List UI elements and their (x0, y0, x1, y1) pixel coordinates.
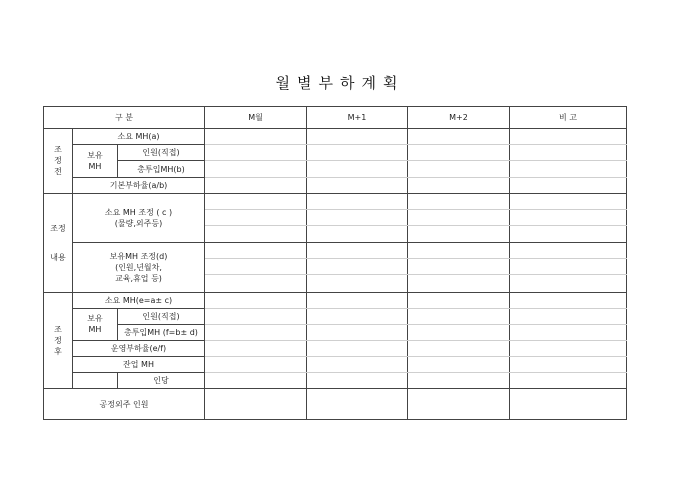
header-category: 구 분 (44, 107, 205, 129)
cell[interactable] (205, 292, 307, 308)
page-title: 월별부하계획 (275, 74, 405, 92)
section-adjust-text-a: 조정 (50, 223, 66, 233)
cell[interactable] (510, 193, 627, 209)
cell[interactable] (408, 145, 510, 161)
before-held-mh-label (73, 145, 118, 177)
cell[interactable] (307, 193, 408, 209)
cell[interactable] (510, 209, 627, 225)
cell[interactable] (307, 226, 408, 243)
cell[interactable] (408, 226, 510, 243)
after-overtime-blank (73, 373, 118, 389)
cell[interactable] (408, 341, 510, 357)
cell[interactable] (307, 357, 408, 373)
cell[interactable] (408, 129, 510, 145)
cell[interactable] (307, 259, 408, 275)
section-adjust-text-b: 내용 (50, 252, 66, 262)
section-after-label (44, 292, 73, 389)
cell[interactable] (307, 373, 408, 389)
cell[interactable] (510, 259, 627, 275)
cell[interactable] (408, 161, 510, 177)
cell[interactable] (205, 259, 307, 275)
section-after-text: 조 정 후 (54, 325, 62, 357)
section-adjust-label (44, 193, 73, 292)
before-total-input-label: 총투입MH(b) (118, 161, 205, 177)
cell[interactable] (510, 308, 627, 324)
cell[interactable] (307, 177, 408, 193)
header-month-plus-2: M+2 (408, 107, 510, 129)
cell[interactable] (408, 177, 510, 193)
cell[interactable] (510, 357, 627, 373)
cell[interactable] (307, 324, 408, 340)
before-held-mh-text: 보유 MH (87, 150, 103, 171)
cell[interactable] (510, 324, 627, 340)
cell[interactable] (510, 341, 627, 357)
cell[interactable] (408, 389, 510, 420)
cell[interactable] (205, 209, 307, 225)
cell[interactable] (408, 292, 510, 308)
cell[interactable] (510, 161, 627, 177)
cell[interactable] (205, 243, 307, 259)
cell[interactable] (510, 373, 627, 389)
cell[interactable] (205, 226, 307, 243)
cell[interactable] (510, 177, 627, 193)
cell[interactable] (408, 259, 510, 275)
adjust-required-mh-text: 소요 MH 조정 ( c ) (물량,외주등) (104, 207, 173, 228)
after-operating-load-label: 운영부하율(e/f) (73, 341, 205, 357)
cell[interactable] (307, 341, 408, 357)
cell[interactable] (307, 243, 408, 259)
cell[interactable] (307, 389, 408, 420)
cell[interactable] (205, 324, 307, 340)
footer-outsourcing-label: 공정외주 인원 (44, 389, 205, 420)
cell[interactable] (510, 226, 627, 243)
cell[interactable] (307, 209, 408, 225)
cell[interactable] (408, 308, 510, 324)
cell[interactable] (205, 389, 307, 420)
cell[interactable] (307, 161, 408, 177)
after-per-person-label: 인당 (118, 373, 205, 389)
cell[interactable] (408, 373, 510, 389)
cell[interactable] (205, 161, 307, 177)
header-month: M월 (205, 107, 307, 129)
cell[interactable] (205, 145, 307, 161)
cell[interactable] (307, 308, 408, 324)
before-basic-load-label: 기본부하율(a/b) (73, 177, 205, 193)
adjust-held-mh-label (73, 243, 205, 292)
after-staff-label: 인원(직접) (118, 308, 205, 324)
adjust-held-mh-text: 보유MH 조정(d) (인원,년월차, 교육,휴업 등) (109, 251, 168, 283)
after-held-mh-label (73, 308, 118, 340)
after-total-input-label: 총투입MH (f=b± d) (118, 324, 205, 340)
cell[interactable] (510, 292, 627, 308)
cell[interactable] (510, 129, 627, 145)
header-month-plus-1: M+1 (307, 107, 408, 129)
adjust-required-mh-label (73, 193, 205, 242)
cell[interactable] (307, 145, 408, 161)
cell[interactable] (205, 373, 307, 389)
before-required-mh-label: 소요 MH(a) (73, 129, 205, 145)
after-held-mh-text: 보유 MH (87, 314, 103, 335)
section-before-text: 조 정 전 (54, 145, 62, 177)
cell[interactable] (510, 145, 627, 161)
cell[interactable] (408, 275, 510, 292)
section-before-label (44, 129, 73, 194)
cell[interactable] (408, 209, 510, 225)
cell[interactable] (205, 357, 307, 373)
cell[interactable] (408, 357, 510, 373)
after-required-mh-label: 소요 MH(e=a± c) (73, 292, 205, 308)
cell[interactable] (205, 193, 307, 209)
cell[interactable] (408, 243, 510, 259)
cell[interactable] (307, 292, 408, 308)
cell[interactable] (510, 243, 627, 259)
cell[interactable] (307, 129, 408, 145)
cell[interactable] (510, 389, 627, 420)
cell[interactable] (408, 324, 510, 340)
header-note: 비 고 (510, 107, 627, 129)
cell[interactable] (307, 275, 408, 292)
before-staff-label: 인원(직접) (118, 145, 205, 161)
cell[interactable] (205, 341, 307, 357)
cell[interactable] (205, 308, 307, 324)
monthly-load-plan-table (43, 106, 627, 420)
cell[interactable] (205, 177, 307, 193)
cell[interactable] (205, 129, 307, 145)
cell[interactable] (510, 275, 627, 292)
cell[interactable] (408, 193, 510, 209)
cell[interactable] (205, 275, 307, 292)
after-overtime-label: 잔업 MH (73, 357, 205, 373)
